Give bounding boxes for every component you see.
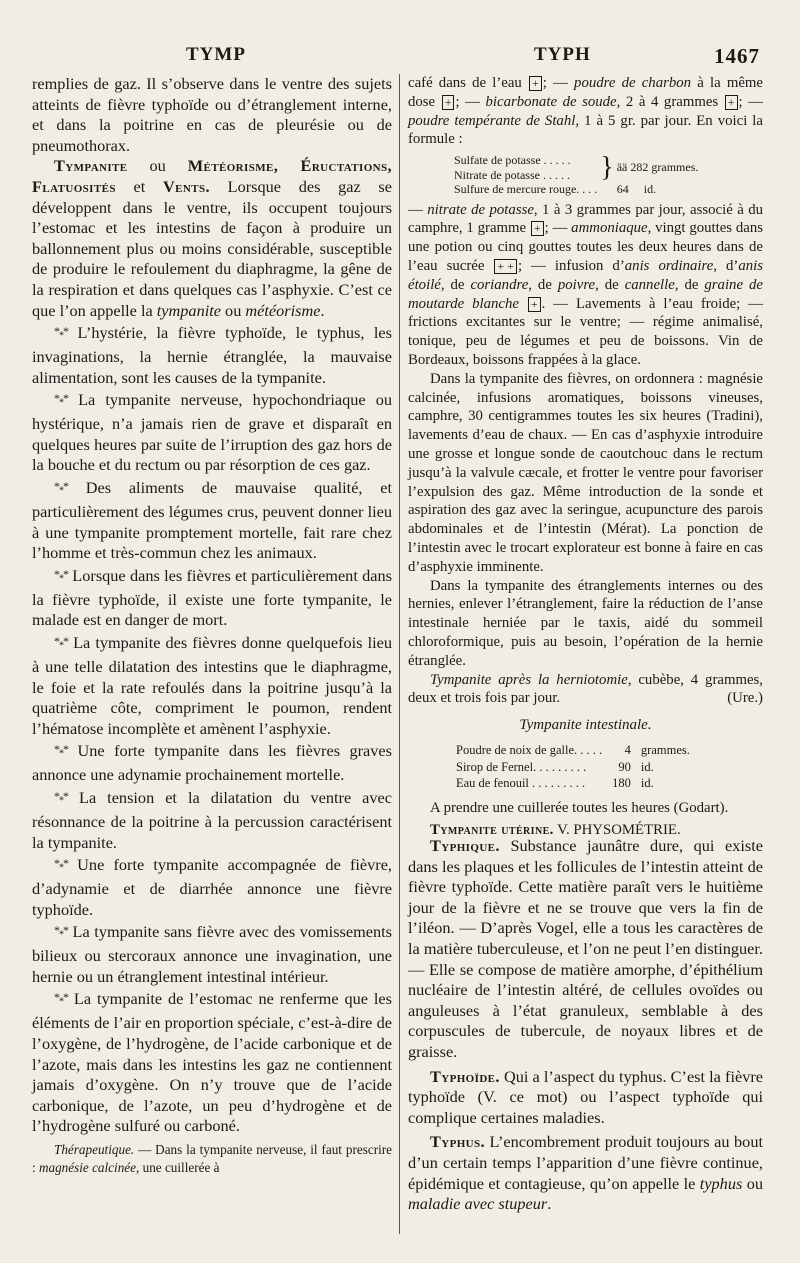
dose-cross-icon: + [442, 95, 455, 110]
formula-ingredient: Sulfate de potasse . . . . . [454, 153, 571, 168]
running-head-center: TYPH [534, 44, 591, 65]
formula-unit: id. [643, 182, 657, 197]
asterism-icon: $*_**$ [54, 324, 68, 342]
asterism-icon: $*_**$ [54, 634, 68, 652]
page-number: 1467 [714, 44, 760, 68]
paragraph: $*_**$ La tympanite de l’estomac ne renferme que les éléments de l’air en proportion spéciale, c’est-à-dire de l’oxygène, de l’hydrogène, de l’acide carbonique et de l’azote, mais dans les intestins les gaz ne contiennent jamais d’oxygène. On n’y trouve que de l’acide carbonique, de l’azote, un peu d’hydrogène et de l’hydrogène sulfuré ou carboné. [32, 989, 392, 1136]
dose-cross-icon: + [529, 76, 542, 91]
entry-headword: Tympanite utérine. [430, 822, 554, 839]
dose-cross-icon: + [725, 95, 738, 110]
asterism-icon: $*_**$ [54, 391, 68, 409]
formula-quantity: ää 282 grammes. [616, 160, 699, 175]
paragraph: $*_**$ Une forte tympanite dans les fièvres graves annonce une adynamie prochainement mortelle. [32, 741, 392, 785]
asterism-icon: $*_**$ [54, 856, 68, 874]
recipe-row: Eau de fenouil . . . . . . . . . 180 id. [456, 776, 654, 790]
column-rule [399, 74, 400, 1234]
right-column [408, 74, 763, 840]
asterism-icon: $*_**$ [54, 479, 68, 497]
formula-quantity: 64 [616, 182, 629, 197]
paragraph: $*_**$ La tympanite nerveuse, hypochondriaque ou hystérique, n’a jamais rien de grave et disparaît en quelques heures par suite de l’irruption des gaz hors de la bouche et du rectum ou par résorption de ces gaz. [32, 390, 392, 475]
dose-double-cross-icon: + + [494, 259, 517, 274]
paragraph: $*_**$ L’hystérie, la fièvre typhoïde, le typhus, les invaginations, la hernie étranglée, la mauvaise alimentation, sont les causes de la tympanite. [32, 323, 392, 387]
asterism-icon: $*_**$ [54, 742, 68, 760]
asterism-icon: $*_**$ [54, 788, 68, 807]
therapeutique-paragraph: Thérapeutique. — Dans la tympanite nerveuse, il faut prescrire : magnésie calcinée, une cuillerée à [32, 1142, 392, 1175]
entry-headword: Typhus. [430, 1132, 486, 1152]
paragraph: $*_**$ La tympanite des fièvres donne quelquefois lieu à une telle dilatation des intestins que le diaphragme, le foie et la rate refoulés dans la poitrine jusqu’à la quatrième côte, compriment le poumon, rendent l’hématose incomplète et amènent l’asphyxie. [32, 633, 392, 738]
entry-typhus: Typhus. L’encombrement produit toujours au bout d’un certain temps l’apparition d’une fièvre continue, épidémique et contagieuse, qu’on appelle le typhus ou maladie avec stupeur. [408, 1132, 763, 1214]
paragraph: $*_**$ La tension et la dilatation du ventre avec résonnance de la poitrine à la percussion caractérisent la tympanite. [32, 787, 392, 852]
entry-headword: Vents. [163, 176, 210, 196]
paragraph: café dans de l’eau + ; — poudre de charbon à la même dose + ; — bicarbonate de soude, 2 à 4 grammes + ; — poudre tempérante de Stahl, 1 à 5 gr. par jour. En voici la formule : [408, 75, 763, 148]
brace-icon: } [600, 151, 614, 183]
entry-headword: Météorisme, Éructations, Flatuosités [32, 156, 393, 196]
entry-typhoide: Typhoïde. Qui a l’aspect du typhus. C’est la fièvre typhoïde (V. ce mot) ou l’aspect typhoïde qui complique certaines maladies. [408, 1066, 763, 1127]
formula-ingredient: Nitrate de potasse . . . . . [454, 167, 570, 182]
paragraph: $*_**$ La tympanite sans fièvre avec des vomissements bilieux ou stercoraux annonce une invagination, une hernie ou un étranglement intestinal intérieur. [32, 922, 392, 986]
recipe-row: Sirop de Fernel. . . . . . . . . 90 id. [456, 759, 654, 774]
recipe-table [454, 741, 700, 793]
left-column [32, 74, 392, 1176]
dose-cross-icon: + [531, 221, 544, 236]
paragraph: remplies de gaz. Il s’observe dans le ventre des sujets atteints de fièvre typhoïde ou d’étranglement interne, et dans la poitrine en cas de pleurésie ou de pneumothorax. [32, 74, 392, 155]
entry-tympanite: Tympanite ou Météorisme, Éructations, Flatuosités et Vents. Lorsque des gaz se développent dans le ventre, ils occupent toujours l’estomac et les intestins de façon à produire un ballonnement plus ou moins considérable, susceptible de produire le refoulement du diaphragme, la gêne de la respiration et dans quelques cas l’asphyxie. C’est ce que l’on appelle la tympanite ou météorisme. [32, 156, 393, 320]
recipe-title: Tympanite intestinale. [519, 717, 652, 734]
entry-typhique: Typhique. Substance jaunâtre dure, qui existe dans les plaques et les follicules de l’intestin atteint de fièvre typhoïde. Cette matière paraît vers le huitième jour de la fièvre et ne se trouve que vers la fin de l’iléon. — D’après Vogel, elle a tous les caractères de la matière tuberculeuse, et l’on ne peut l’en distinguer. — Elle se compose de matière amorphe, d’épithélium nucléaire de l’intestin altéré, de cellules ovoïdes ou anguleuses à l’état granuleux, semblable à des corpuscules de tubercule, de noyaux libres et de graisse. [408, 836, 763, 1061]
paragraph: Dans la tympanite des fièvres, on ordonnera : magnésie calcinée, infusions aromatiques, boissons vineuses, camphre, 30 centigrammes toutes les six heures (Tradini), lavements d’eau de chaux. — En cas d’asphyxie introduire une grosse et longue sonde de caoutchouc dans le rectum jusqu’à la valvule cæcale, et frotter le ventre pour favoriser l’expulsion des gaz. Même introduction de la sonde et aspiration des gaz avec la seringue, acupuncture des parois abdominales et de l’intestin (Mérat). La ponction de l’intestin avec le trocart explorateur est bonne à faire en cas d’asphyxie imminente. [408, 370, 763, 575]
entry-tympanite-uterine: Tympanite utérine. V. PHYSOMÉTRIE. [430, 822, 681, 839]
recipe-row: Poudre de noix de galle. . . . . 4 grammes. [456, 743, 690, 757]
dose-cross-icon: + [528, 297, 541, 312]
asterism-icon: $*_**$ [54, 923, 68, 941]
entry-headword: Typhique. [430, 836, 500, 855]
paragraph: $*_**$ Une forte tympanite accompagnée de fièvre, d’adynamie et de diarrhée annonce une fièvre typhoïde. [32, 855, 392, 919]
paragraph: $*_**$ Lorsque dans les fièvres et particulièrement dans la fièvre typhoïde, il existe une forte tympanite, le malade est en danger de mort. [32, 565, 392, 630]
paragraph: $*_**$ Des aliments de mauvaise qualité, et particulièrement des légumes crus, peuvent donner lieu à une tympanite promptement mortelle, fait rare chez l’homme et très-commun chez les animaux. [32, 478, 392, 563]
asterism-icon: $*_**$ [54, 566, 68, 585]
asterism-icon: $*_**$ [54, 990, 68, 1008]
paragraph: Dans la tympanite des étranglements internes ou des hernies, enlever l’étranglement, faire la réduction de l’anse intestinale herniée par le taxis, aidé du sommeil chloroformique, puis au besoin, l’opération de la hernie étranglée. [408, 577, 763, 669]
right-column-lower [408, 836, 763, 1215]
entry-headword: Tympanite [54, 156, 128, 176]
paragraph: — nitrate de potasse, 1 à 3 grammes par jour, associé à du camphre, 1 gramme + ; — ammoniaque, vingt gouttes dans une potion ou cinq gouttes toutes les deux heures dans de l’eau sucrée + + ; — infusion d’anis ordinaire, d’anis étoilé, de coriandre, de poivre, de cannelle, de graine de moutarde blanche + . — Lavements à l’eau froide; — frictions excitantes sur le ventre; — régime animalisé, tonique, peu de légumes et peu de boissons. Vin de Bordeaux, boissons frappées à la glace. [408, 201, 763, 369]
paragraph: A prendre une cuillerée toutes les heures (Godart). [430, 799, 729, 816]
paragraph: Tympanite après la herniotomie, cubèbe, 4 grammes, deux et trois fois par jour. (Ure.) [408, 671, 763, 707]
entry-headword: Typhoïde. [430, 1066, 500, 1086]
formula-table [454, 153, 763, 197]
citation: (Ure.) [727, 690, 763, 707]
formula-ingredient: Sulfure de mercure rouge. . . . [454, 182, 598, 197]
running-head-left: TYMP [186, 44, 246, 65]
